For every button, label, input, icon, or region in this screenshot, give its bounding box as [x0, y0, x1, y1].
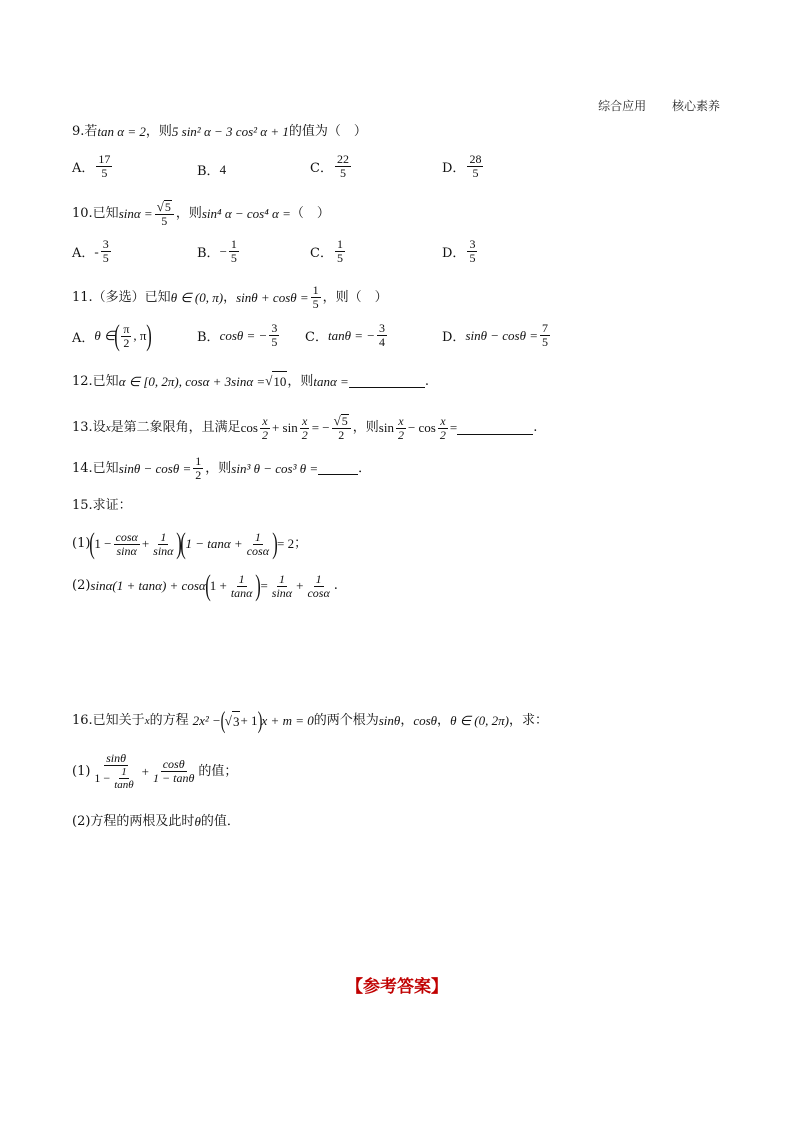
option-label: D．	[442, 330, 466, 345]
q13-prefix: 13.设	[72, 420, 106, 435]
q14-answer-blank[interactable]	[318, 462, 358, 475]
numerator: 28	[469, 152, 482, 166]
denominator: 2	[439, 427, 446, 442]
numerator: 17	[98, 152, 111, 166]
option-tail: , π	[133, 328, 147, 343]
q16-p2-label: (2)	[72, 814, 91, 829]
denominator: 2	[301, 427, 308, 442]
q15-p1-mid: 1 − tanα +	[185, 536, 243, 551]
fraction	[311, 284, 321, 311]
left-paren: (	[220, 708, 226, 734]
q14-expression: sinθ − cosθ =	[118, 460, 192, 476]
sqrt	[157, 200, 172, 214]
numerator: π	[123, 321, 130, 336]
fraction	[112, 766, 135, 791]
q13-ask: =	[449, 420, 458, 435]
question-14	[72, 455, 371, 482]
option-text: 4	[219, 161, 227, 177]
radical-sign: √	[333, 413, 341, 428]
radicand: 5	[341, 414, 348, 428]
question-15-part-1	[72, 527, 308, 560]
right-paren: )	[257, 708, 262, 734]
q9-option-b[interactable]	[197, 160, 226, 179]
denominator: tanα	[230, 585, 253, 600]
q14-ask: sin³ θ − cos³ θ =	[231, 460, 319, 476]
q13-equals: = −	[311, 420, 330, 435]
fraction	[335, 238, 345, 265]
option-text: cosθ = −	[219, 327, 268, 343]
option-label: D．	[442, 246, 466, 261]
q15-p2-end: .	[333, 578, 338, 593]
fraction	[438, 415, 448, 442]
q16-p2-text: 方程的两根及此时	[90, 814, 195, 829]
q15-p2-one: 1 +	[209, 578, 227, 593]
q13-variable: x	[105, 422, 111, 434]
page-header	[576, 97, 720, 114]
fraction	[335, 153, 351, 180]
question-11	[72, 284, 388, 311]
q16-text-1: 的方程	[149, 713, 189, 728]
question-15-title	[72, 496, 132, 516]
option-label: A．	[72, 161, 95, 176]
compound-fraction	[92, 752, 139, 791]
numerator: 3	[469, 237, 476, 251]
radicand: 10	[272, 371, 287, 392]
question-16: 16.已知关于 x 的方程 2x² − ( √ 3 + 1 ) x + m = 0 的两个根为 sinθ ， cosθ ， θ ∈ (0, 2π) ，求：	[72, 708, 548, 734]
denominator: cosα	[307, 585, 330, 600]
q14-mid: ，则	[205, 460, 232, 476]
option-label: D．	[442, 161, 466, 176]
sign: -	[94, 243, 99, 259]
fraction	[260, 415, 270, 442]
fraction	[377, 322, 387, 349]
q12-ask: tanα =	[313, 373, 349, 389]
q9-prefix: 9.若	[72, 124, 98, 139]
option-label: B．	[197, 164, 220, 179]
q16-text-2: 的两个根为	[313, 713, 379, 728]
one-minus: 1 −	[94, 771, 111, 785]
fraction	[467, 238, 477, 265]
q13-text-2: ，则	[352, 420, 379, 435]
q16-equation-c: x + m = 0	[261, 713, 314, 728]
numerator: 1	[278, 571, 285, 586]
denominator: cosα	[246, 543, 269, 558]
q14-suffix: ．	[358, 460, 372, 476]
radicand: 3	[232, 711, 241, 732]
q14-prefix: 14.已知	[72, 460, 119, 476]
q13-sin: sin	[378, 420, 394, 435]
q16-p1-plus: +	[141, 763, 150, 779]
radicand: 5	[164, 200, 171, 214]
numerator: 1	[238, 571, 245, 586]
numerator: 1	[160, 529, 167, 544]
reference-answer-heading: 【参考答案】	[346, 977, 448, 997]
q15-p2-lhs: sinα(1 + tanα) + cosα	[90, 578, 206, 593]
numerator: 1	[336, 237, 343, 251]
left-paren: (	[114, 319, 121, 352]
denominator: 5	[230, 251, 237, 265]
denominator: 5	[161, 214, 168, 228]
numerator: 7	[542, 321, 549, 335]
denominator: 2	[338, 428, 345, 442]
q13-minus-cos: − cos	[407, 420, 436, 435]
q13-plus-sin: + sin	[271, 420, 298, 435]
numerator: cosα	[115, 529, 138, 544]
denominator: 1 − tanθ	[153, 771, 195, 785]
q15-title: 15.求证：	[72, 498, 132, 513]
numerator	[332, 414, 351, 429]
fraction	[270, 573, 294, 600]
q9-option-a[interactable]	[72, 153, 114, 180]
fraction	[151, 531, 175, 558]
q11-option-c[interactable]	[305, 322, 389, 349]
q13-text-1: 是第二象限角，且满足	[110, 420, 241, 435]
q9-option-d[interactable]	[442, 153, 485, 180]
q16-p2-theta: θ	[194, 814, 201, 829]
sign: −	[219, 243, 227, 259]
numerator: x	[398, 413, 404, 428]
q11-separator: ，	[223, 289, 237, 305]
option-label: A．	[72, 246, 95, 261]
sqrt	[334, 414, 349, 428]
denominator: tanθ	[114, 779, 134, 791]
radical-sign: √	[224, 712, 232, 728]
q16-text-3: ，求：	[508, 713, 548, 728]
q11-condition-1: θ ∈ (0, π)	[170, 289, 224, 305]
q9-suffix: 的值为（ ）	[288, 124, 367, 139]
q16-p1-label: (1)	[72, 763, 91, 779]
q11-condition-2: sinθ + cosθ =	[236, 289, 309, 305]
fraction	[96, 153, 112, 180]
numerator: x	[302, 413, 308, 428]
left-paren: (	[180, 527, 187, 560]
denominator: 5	[101, 166, 108, 180]
denominator: 2	[195, 468, 202, 482]
denominator: sinα	[271, 585, 293, 600]
q12-prefix: 12.已知	[72, 373, 119, 389]
option-label: C．	[305, 330, 328, 345]
q15-p1-plus: +	[141, 536, 150, 551]
fraction	[101, 238, 111, 265]
denominator: 4	[379, 335, 385, 349]
q12-suffix: .	[424, 373, 429, 389]
denominator: 2	[123, 335, 130, 350]
q16-prefix: 16.已知关于	[72, 713, 145, 728]
q15-p1-label: (1)	[72, 536, 91, 551]
numerator: 22	[336, 152, 349, 166]
q15-p2-plus: +	[296, 578, 304, 593]
numerator: sinθ	[106, 751, 126, 765]
option-label: C．	[310, 161, 333, 176]
fraction	[540, 322, 550, 349]
denominator: 5	[102, 251, 109, 265]
q9-condition: tan α = 2	[97, 124, 146, 139]
q15-p2-label: (2)	[72, 578, 91, 593]
fraction	[467, 153, 483, 180]
q10-suffix: （ ）	[290, 206, 330, 221]
denominator: 2	[397, 427, 404, 442]
fraction	[305, 573, 331, 600]
numerator: 1	[312, 283, 319, 297]
denominator: 2	[261, 427, 268, 442]
numerator: 1	[195, 454, 202, 468]
q16-variable: x	[144, 715, 150, 727]
q13-cos: cos	[240, 420, 258, 435]
q15-p1-equals: = 2	[277, 536, 295, 551]
fraction	[332, 414, 351, 442]
left-paren: (	[89, 527, 96, 560]
question-9	[72, 122, 367, 142]
q15-p1-end: ；	[294, 536, 308, 551]
question-13	[72, 414, 537, 442]
q10-expression: sin⁴ α − cos⁴ α =	[201, 206, 291, 221]
right-paren: )	[176, 527, 183, 560]
numerator: x	[440, 413, 446, 428]
denominator: 5	[339, 166, 346, 180]
sqrt	[225, 711, 241, 732]
denominator: 5	[271, 335, 278, 349]
denominator: 5	[336, 251, 343, 265]
q10-mid: ，则	[175, 206, 202, 221]
q10-option-b[interactable]	[197, 238, 241, 265]
numerator: 3	[379, 321, 385, 335]
numerator: cosθ	[162, 757, 185, 771]
q10-prefix: 10.已知	[72, 206, 119, 221]
q15-p2-equals: =	[260, 578, 268, 593]
denominator: 5	[542, 335, 549, 349]
header-right-label: 核心素养	[671, 99, 720, 113]
fraction	[245, 531, 271, 558]
q9-option-c[interactable]	[310, 153, 353, 180]
denominator: sinα	[116, 543, 137, 558]
denominator: 5	[472, 166, 479, 180]
q16-p1-end: 的值；	[198, 763, 238, 779]
option-label: B．	[197, 246, 220, 261]
q10-lhs: sinα =	[118, 206, 153, 221]
q11-option-a[interactable]	[72, 319, 152, 352]
numerator: 1	[121, 766, 127, 778]
numerator	[155, 200, 174, 215]
sqrt	[265, 371, 287, 392]
option-text: sinθ − cosθ =	[465, 327, 539, 343]
fraction	[151, 758, 196, 785]
denominator: 5	[469, 251, 476, 265]
q16-p2-end: 的值．	[200, 814, 240, 829]
option-label: B．	[197, 330, 220, 345]
numerator: 1	[315, 571, 322, 586]
denominator: sinα	[153, 543, 174, 558]
q10-option-a[interactable]	[72, 238, 113, 265]
numerator: 3	[102, 237, 109, 251]
fraction	[193, 455, 203, 482]
question-16-part-1	[72, 752, 237, 791]
question-10	[72, 200, 330, 228]
q13-suffix: .	[533, 420, 538, 435]
header-left-label: 综合应用	[598, 99, 647, 113]
numerator: 1	[254, 529, 261, 544]
option-text: tanθ = −	[327, 327, 375, 343]
question-15-part-2	[72, 569, 338, 602]
left-paren: (	[204, 569, 211, 602]
question-16-part-2	[72, 812, 240, 832]
numerator: x	[262, 413, 268, 428]
q16-equation-a: 2x² −	[192, 713, 221, 728]
q11-option-b[interactable]	[197, 322, 281, 349]
right-paren: )	[145, 319, 152, 352]
fraction	[229, 238, 239, 265]
q9-expression: 5 sin² α − 3 cos² α + 1	[171, 124, 289, 139]
fraction	[396, 415, 406, 442]
q16-equation-b: + 1	[240, 713, 258, 728]
q12-answer-blank[interactable]	[349, 375, 425, 388]
numerator: 3	[271, 321, 278, 335]
q10-option-d[interactable]	[442, 238, 479, 265]
q15-p1-one: 1 −	[94, 536, 112, 551]
right-paren: )	[255, 569, 262, 602]
q11-option-d[interactable]	[442, 322, 552, 349]
fraction	[114, 531, 140, 558]
radical-sign: √	[156, 199, 164, 214]
option-text: θ ∈	[94, 328, 116, 343]
q13-answer-blank[interactable]	[457, 422, 533, 435]
fraction	[121, 323, 131, 350]
fraction	[229, 573, 255, 600]
question-12	[72, 371, 429, 392]
q16-root-1: sinθ	[378, 713, 401, 728]
q9-mid: ，则	[145, 124, 172, 139]
right-paren: )	[272, 527, 278, 560]
q12-mid: ，则	[287, 373, 314, 389]
q10-option-c[interactable]	[310, 238, 347, 265]
denominator: 5	[312, 297, 319, 311]
q16-root-2: cosθ	[413, 713, 438, 728]
option-label: A．	[72, 330, 95, 346]
denominator	[92, 766, 139, 791]
numerator: 1	[230, 237, 237, 251]
q12-expression: α ∈ [0, 2π), cosα + 3sinα =	[118, 373, 266, 389]
q11-suffix: ，则（ ）	[322, 289, 388, 305]
radical-sign: √	[265, 373, 273, 388]
q11-prefix: 11.（多选）已知	[72, 289, 171, 305]
option-label: C．	[310, 246, 333, 261]
fraction	[269, 322, 279, 349]
q16-condition: θ ∈ (0, 2π)	[450, 713, 509, 728]
fraction	[155, 200, 174, 228]
fraction	[300, 415, 310, 442]
